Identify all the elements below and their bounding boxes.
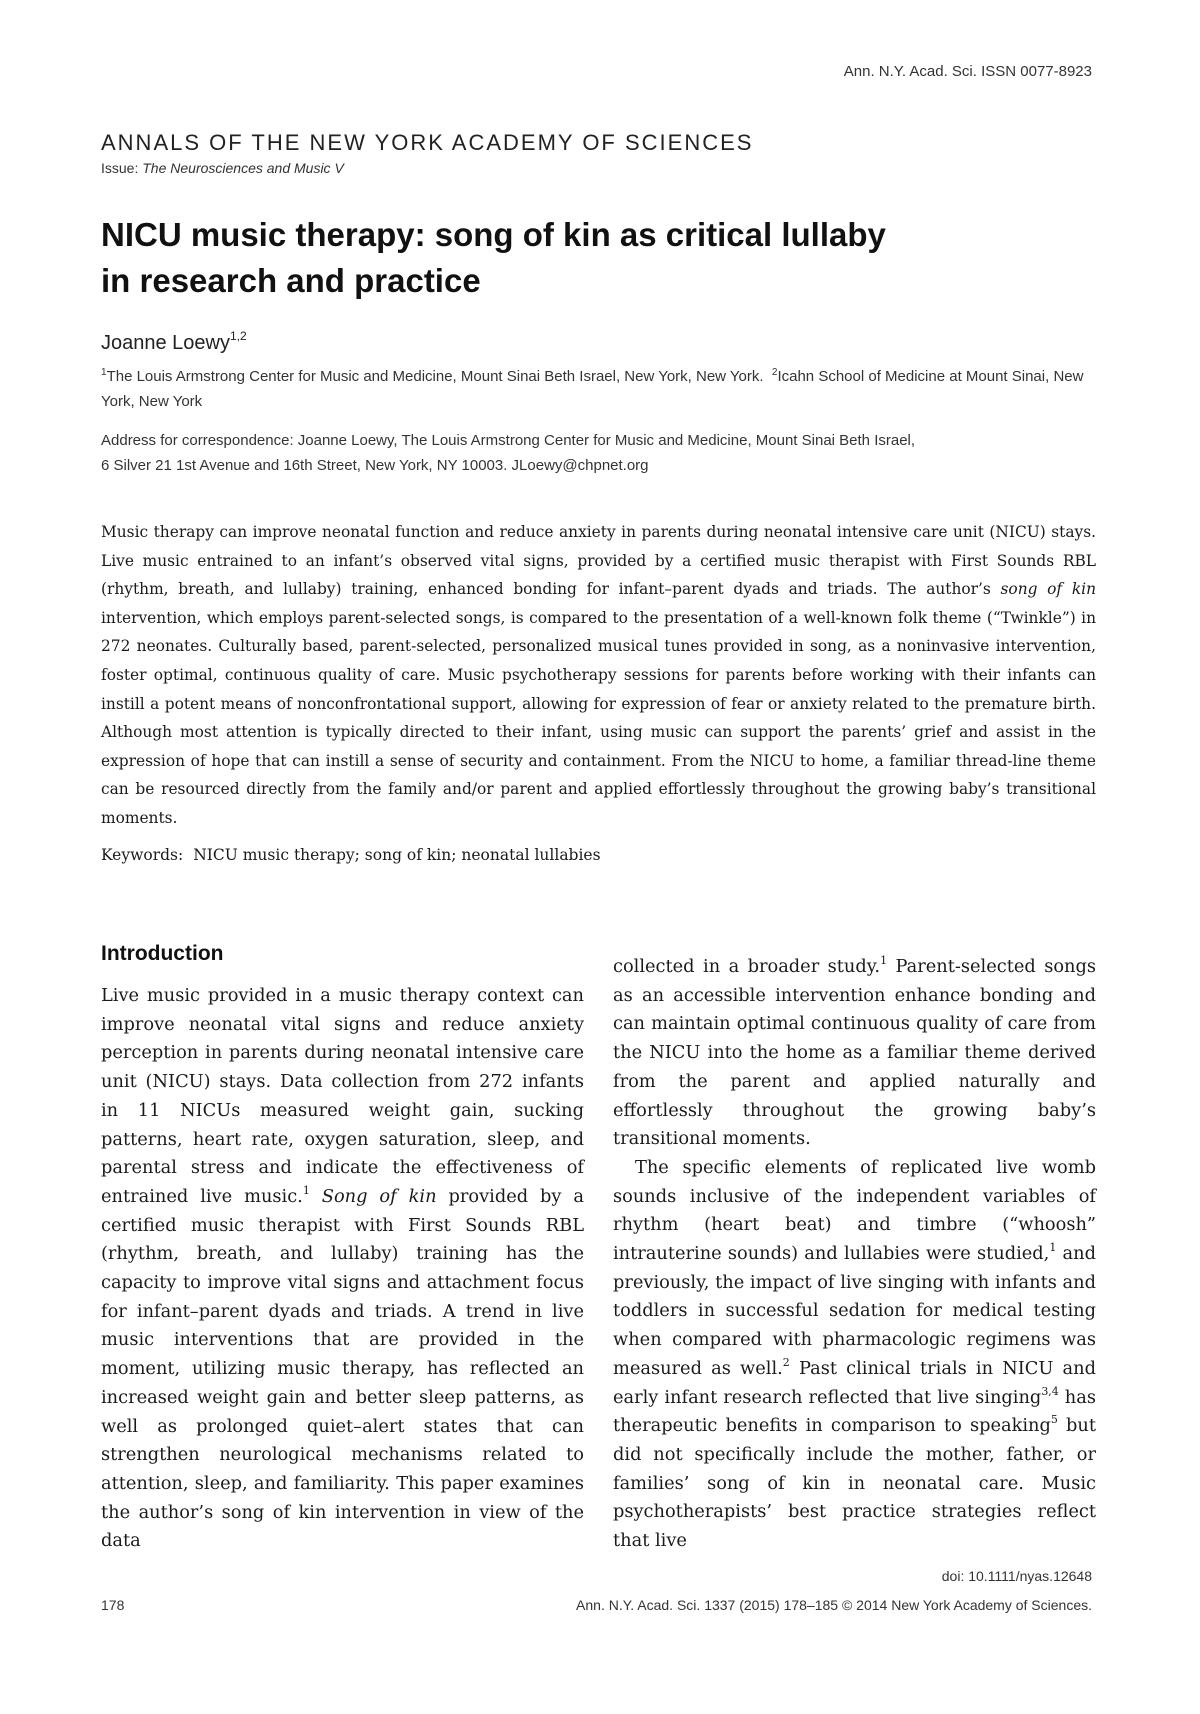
citation-sup: 1 xyxy=(1049,1241,1057,1255)
affil-text-2: Icahn School of Medicine at Mount Sinai, New York, New York xyxy=(101,368,1084,410)
title-line-2: in research and practice xyxy=(101,262,481,299)
abstract-part-1: Music therapy can improve neonatal function and reduce anxiety in parents during neonatal intensive care unit (NICU) stays. Live music entrained to an infant’s observed vital signs, provided by a certified music therapist with First Sounds RBL (rhythm, breath, and lullaby) training, enhanced bonding for infant–parent dyads and triads. The author’s xyxy=(101,523,1096,599)
abstract xyxy=(101,518,1096,833)
correspondence xyxy=(101,428,1101,478)
keywords xyxy=(101,846,601,864)
intro-p1-cont-text-a: collected in a broader study. xyxy=(613,956,881,977)
abstract-italic-song-of-kin: song of kin xyxy=(1000,580,1096,599)
abstract-part-2: intervention, which employs parent-selected songs, is compared to the presentation of a well-known folk theme (“Twinkle”) in 272 neonates. Culturally based, parent-selected, personalized musical tunes provided in song, as a noninvasive intervention, foster optimal, continuous quality of care. Music psychotherapy sessions for parents before working with their infants can instill a potent means of nonconfrontational support, allowing for expression of fear or anxiety related to the premature birth. Although most attention is typically directed to their infant, using music can support the parents’ grief and assist in the expression of hope that can instill a sense of security and containment. From the NICU to home, a familiar thread-line theme can be resourced directly from the family and/or parent and applied effortlessly throughout the growing baby’s transitional moments. xyxy=(101,608,1096,827)
author-name: Joanne Loewy xyxy=(101,332,230,354)
intro-p2-text-a: The specific elements of replicated live womb sounds inclusive of the independent variables of rhythm (heart beat) and timbre (“whoosh” intrauterine sounds) and lullabies were studied, xyxy=(613,1156,1096,1265)
article-title xyxy=(101,212,1101,304)
citation-sup: 2 xyxy=(782,1355,790,1369)
page-number: 178 xyxy=(101,1597,125,1613)
keywords-text: NICU music therapy; song of kin; neonatal lullabies xyxy=(193,846,601,864)
footer-citation: Ann. N.Y. Acad. Sci. 1337 (2015) 178–185 © 2014 New York Academy of Sciences. xyxy=(576,1597,1092,1613)
intro-p1-text-b: provided by a certified music therapist with First Sounds RBL (rhythm, breath, and lullaby) training has the capacity to improve vital signs and attachment focus for infant–parent dyads and triads. A trend in live music interventions that are provided in the moment, utilizing music therapy, has reflected an increased weight gain and better sleep patterns, as well as prolonged quiet–alert states that can strengthen neurological mechanisms related to attention, sleep, and familiarity. This paper examines the author’s song of kin intervention in view of the data xyxy=(101,1185,585,1552)
affil-sup-2: 2 xyxy=(771,367,778,378)
affil-text-1: The Louis Armstrong Center for Music and Medicine, Mount Sinai Beth Israel, New York, New York. xyxy=(106,368,764,385)
intro-paragraph-1-cont xyxy=(613,953,1096,1154)
title-line-1: NICU music therapy: song of kin as critical lullaby xyxy=(101,216,886,253)
correspondence-line-1: Address for correspondence: Joanne Loewy, The Louis Armstrong Center for Music and Medicine, Mount Sinai Beth Israel, xyxy=(101,432,916,449)
issn-header: Ann. N.Y. Acad. Sci. ISSN 0077-8923 xyxy=(843,63,1092,80)
intro-p2-text-e: but did not specifically include the mother, father, or families’ song of kin in neonatal care. Music psychotherapists’ best practice strategies reflect that live xyxy=(613,1415,1096,1552)
right-column xyxy=(613,953,1096,1556)
intro-paragraph-2 xyxy=(613,1154,1096,1556)
intro-p2-text-c: Past clinical trials in NICU and early infant research reflected that live singing xyxy=(613,1357,1096,1408)
correspondence-line-2: 6 Silver 21 1st Avenue and 16th Street, New York, NY 10003. JLoewy@chpnet.org xyxy=(101,457,649,474)
citation-sup: 1 xyxy=(880,954,888,967)
keywords-label: Keywords: xyxy=(101,846,184,864)
left-column xyxy=(101,982,584,1556)
citation-sup: 1 xyxy=(302,1183,310,1197)
citation-sup: 3,4 xyxy=(1041,1384,1059,1398)
doi: doi: 10.1111/nyas.12648 xyxy=(941,1568,1092,1584)
author-affil-sup: 1,2 xyxy=(229,329,247,343)
intro-p1-text-a: Live music provided in a music therapy context can improve neonatal vital signs and reduce anxiety perception in parents during neonatal intensive care unit (NICU) stays. Data collection from 272 infants in 11 NICUs measured weight gain, sucking patterns, heart rate, oxygen saturation, sleep, and parental stress and indicate the effectiveness of entrained live music. xyxy=(101,985,584,1207)
section-heading-introduction: Introduction xyxy=(101,942,224,965)
issue-label: Issue: xyxy=(101,160,143,176)
intro-p2-text-b: and previously, the impact of live singing with infants and toddlers in successful sedation for medical testing when compared with pharmacologic regimens was measured as well. xyxy=(613,1243,1096,1379)
issue-name: The Neurosciences and Music V xyxy=(142,160,344,176)
affiliations xyxy=(101,360,1101,414)
author xyxy=(101,329,247,355)
intro-paragraph-1 xyxy=(101,982,584,1556)
affil-sup-1: 1 xyxy=(101,367,107,378)
intro-p1-italic: Song of kin xyxy=(321,1185,437,1207)
journal-name: ANNALS OF THE NEW YORK ACADEMY OF SCIENCES xyxy=(101,130,754,155)
intro-p2-text-d: has therapeutic benefits in comparison to speaking xyxy=(613,1386,1096,1437)
citation-sup: 5 xyxy=(1050,1413,1058,1427)
issue-line xyxy=(101,160,344,176)
intro-p1-cont-text-b: Parent-selected songs as an accessible intervention enhance bonding and can maintain optimal continuous quality of care from the NICU into the home as a familiar theme derived from the parent and applied naturally and effortlessly throughout the growing baby’s transitional moments. xyxy=(613,956,1096,1150)
